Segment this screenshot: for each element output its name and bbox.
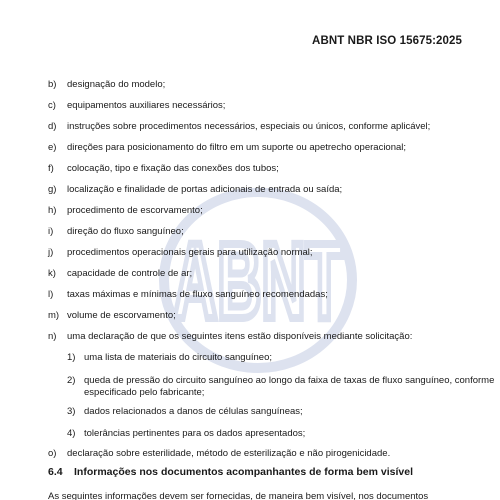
- sub-list-item-text: uma lista de materiais do circuito sanguíneo;: [84, 352, 272, 363]
- sub-list-marker: 3): [67, 406, 76, 417]
- list-item-text: procedimento de escorvamento;: [67, 205, 203, 216]
- list-item-text: declaração sobre esterilidade, método de esterilização e não pirogenicidade.: [67, 448, 391, 459]
- sub-list-marker: 2): [67, 375, 76, 386]
- list-item-text: capacidade de controle de ar;: [67, 268, 193, 279]
- list-marker: e): [48, 142, 57, 153]
- section-number: 6.4: [48, 466, 63, 478]
- list-marker: j): [48, 247, 54, 258]
- list-marker: m): [48, 310, 60, 321]
- list-marker: c): [48, 100, 56, 111]
- list-item-text: procedimentos operacionais gerais para utilização normal;: [67, 247, 313, 258]
- list-item-text: direções para posicionamento do filtro em um suporte ou apetrecho operacional;: [67, 142, 407, 153]
- list-item-text: designação do modelo;: [67, 79, 166, 90]
- sub-list-item-text: tolerâncias pertinentes para os dados apresentados;: [84, 428, 306, 439]
- sub-list-marker: 1): [67, 352, 76, 363]
- list-item-text: equipamentos auxiliares necessários;: [67, 100, 226, 111]
- list-marker: n): [48, 331, 57, 342]
- list-item-text: direção do fluxo sanguíneo;: [67, 226, 184, 237]
- sub-list-item-text: queda de pressão do circuito sanguíneo ao longo da faixa de taxas de fluxo sanguíneo, conforme: [84, 375, 495, 386]
- section-title: Informações nos documentos acompanhantes de forma bem visível: [74, 466, 414, 478]
- list-marker: h): [48, 205, 57, 216]
- sub-list-item-2-continuation: especificado pelo fabricante;: [84, 387, 205, 398]
- list-marker: b): [48, 79, 57, 90]
- list-item-text: colocação, tipo e fixação das conexões dos tubos;: [67, 163, 279, 174]
- list-marker: g): [48, 184, 57, 195]
- list-marker: l): [48, 289, 54, 300]
- list-marker: d): [48, 121, 57, 132]
- sub-list-item-text: dados relacionados a danos de células sanguíneas;: [84, 406, 303, 417]
- watermark-lettering: ABNT: [173, 220, 343, 341]
- list-item-text: instruções sobre procedimentos necessários, especiais ou únicos, conforme aplicável;: [67, 121, 431, 132]
- list-item-text: localização e finalidade de portas adicionais de entrada ou saída;: [67, 184, 343, 195]
- list-marker: f): [48, 163, 54, 174]
- list-marker: i): [48, 226, 54, 237]
- sub-list-marker: 4): [67, 428, 76, 439]
- list-marker: o): [48, 448, 57, 459]
- standard-code-header: ABNT NBR ISO 15675:2025: [312, 35, 462, 47]
- section-heading: [48, 466, 413, 478]
- list-item-text: volume de escorvamento;: [67, 310, 176, 321]
- list-item-text: taxas máximas e mínimas de fluxo sanguíneo recomendadas;: [67, 289, 328, 300]
- list-item-text: uma declaração de que os seguintes itens estão disponíveis mediante solicitação:: [67, 331, 413, 342]
- body-paragraph: As seguintes informações devem ser fornecidas, de maneira bem visível, nos documentos: [48, 491, 429, 500]
- list-marker: k): [48, 268, 56, 279]
